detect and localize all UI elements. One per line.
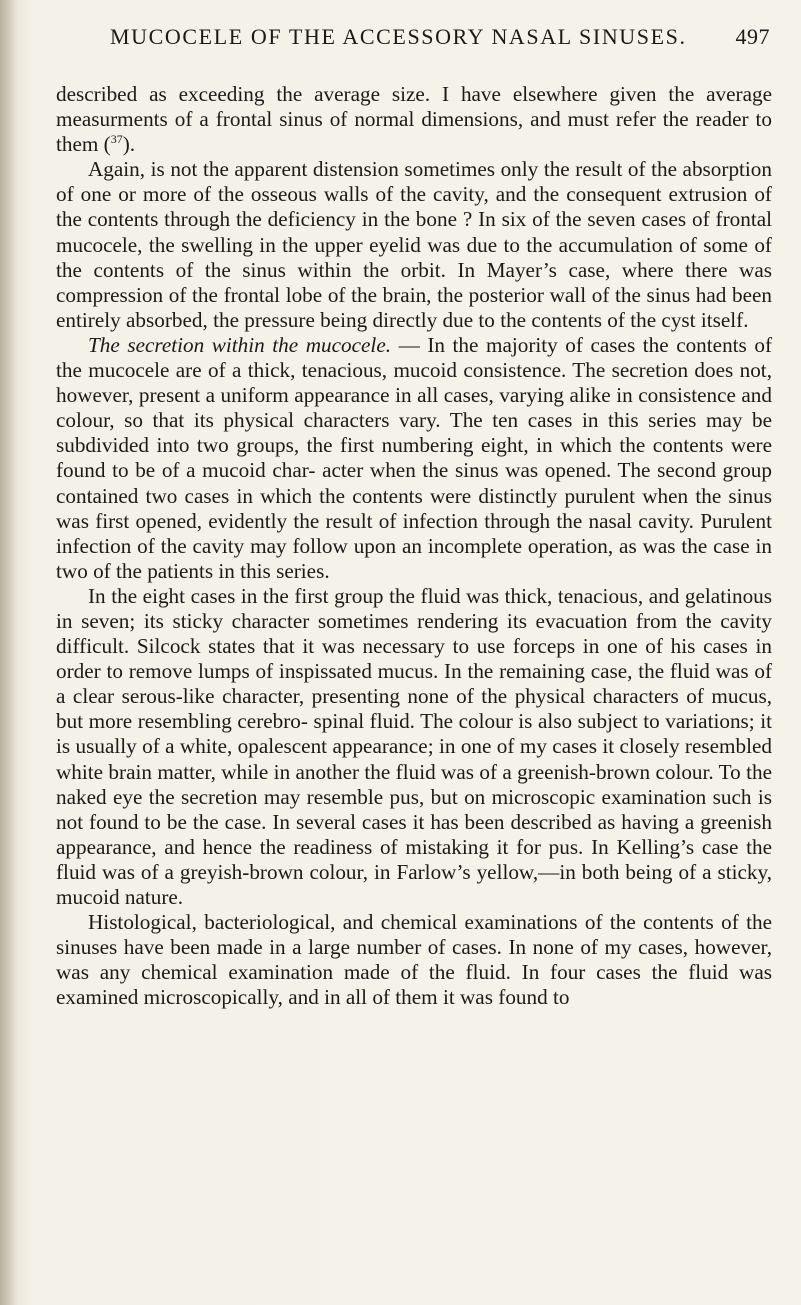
paragraph-text-end: ).	[122, 132, 136, 157]
page-gutter-shadow	[0, 0, 18, 1305]
running-title: MUCOCELE OF THE ACCESSORY NASAL SINUSES.	[110, 24, 687, 49]
page-number: 497	[735, 24, 770, 49]
paragraph-first-group: In the eight cases in the first group the fluid was thick, tenacious, and gelatinous in seven; its sticky character sometimes rendering its evacuation from the cavity difficult. Silcock states that it was necessary to use forceps in one of his cases in order to remove lumps of inspissated mucus. In the remaining case, the fluid was of a clear serous-like character, presenting none of the physical characters of mucus, but more resembling cerebro- spinal fluid. The colour is also subject to variations; it is usually of a white, opalescent appearance; in one of my cases it closely resembled white brain matter, while in another the fluid was of a greenish-brown colour. To the naked eye the secretion may resemble pus, but on microscopic examination such is not found to be the case. In several cases it has been described as having a greenish appearance, and hence the readiness of mistaking it for pus. In Kelling’s case the fluid was of a greyish-brown colour, in Farlow’s yellow,—in both being of a sticky, mucoid nature.	[56, 583, 772, 909]
paragraph-distension: Again, is not the apparent distension sometimes only the result of the absorption of one or more of the osseous walls of the cavity, and the consequent extrusion of the contents through the deficiency in the bone ? In six of the seven cases of frontal mucocele, the swelling in the upper eyelid was due to the accumulation of some of the contents of the sinus within the orbit. In Mayer’s case, where there was compression of the frontal lobe of the brain, the posterior wall of the sinus had been entirely absorbed, the pressure being directly due to the contents of the cyst itself.	[56, 157, 772, 332]
paragraph-continued	[56, 82, 772, 157]
section-heading: The secretion within the mucocele.	[88, 332, 392, 357]
paragraph-text: described as exceeding the average size. I have elsewhere given the average measurments of a frontal sinus of normal dimensions, and must refer the reader to them (	[56, 82, 772, 157]
paragraph-text: — In the majority of cases the contents of the mucocele are of a thick, tenacious, mucoid consistence. The secretion does not, however, present a uniform appearance in all cases, varying alike in consistence and colour, so that its physical characters vary. The ten cases in this series may be subdivided into two groups, the first numbering eight, in which the contents were found to be of a mucoid char- acter when the sinus was opened. The second group contained two cases in which the contents were distinctly purulent when the sinus was first opened, evidently the result of infection through the nasal cavity. Purulent infection of the cavity may follow upon an incomplete operation, as was the case in two of the patients in this series.	[56, 332, 772, 583]
paragraph-secretion	[56, 333, 772, 584]
page-header	[110, 24, 770, 50]
footnote-reference: 37	[110, 132, 123, 147]
body-text	[56, 82, 772, 1010]
paragraph-examinations: Histological, bacteriological, and chemical examinations of the contents of the sinuses have been made in a large number of cases. In none of my cases, however, was any chemical examination made of the fluid. In four cases the fluid was examined microscopically, and in all of them it was found to	[56, 910, 772, 1010]
